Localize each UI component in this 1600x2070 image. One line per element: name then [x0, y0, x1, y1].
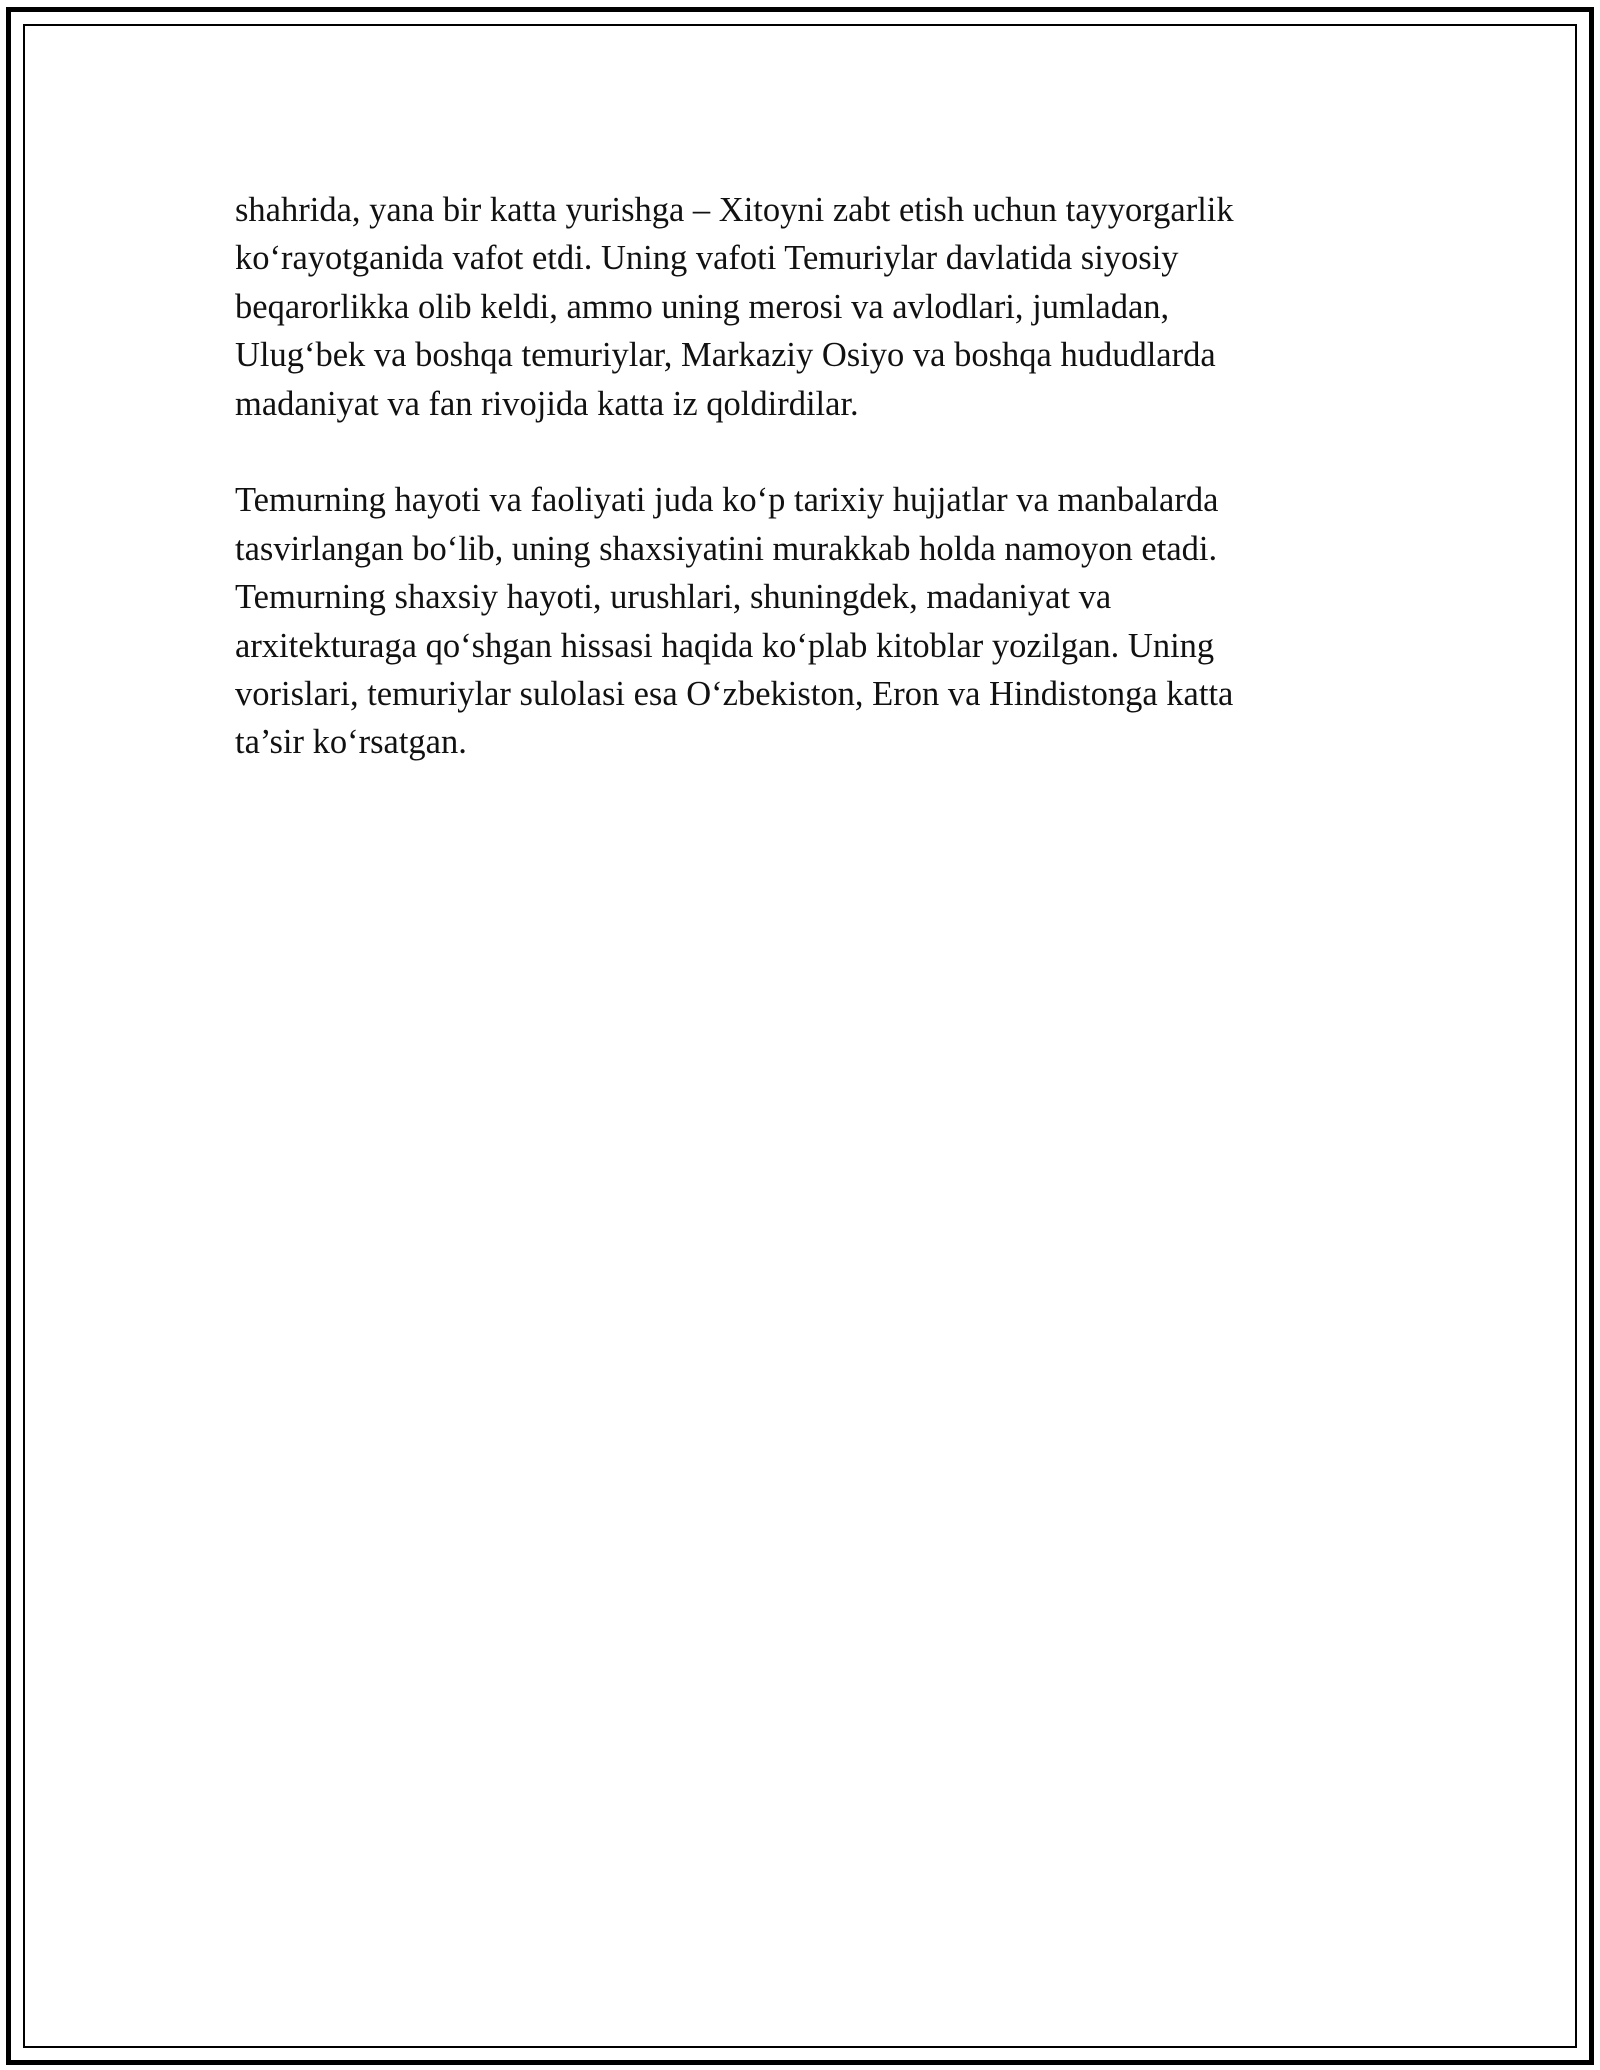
text-line: Ulug‘bek va boshqa temuriylar, Markaziy Osiyo va boshqa hududlarda: [235, 336, 1216, 375]
text-line: arxitekturaga qo‘shgan hissasi haqida ko‘plab kitoblar yozilgan. Uning: [235, 626, 1215, 665]
text-line: Temurning hayoti va faoliyati juda ko‘p tarixiy hujjatlar va manbalarda: [235, 481, 1219, 520]
text-line: shahrida, yana bir katta yurishga – Xitoyni zabt etish uchun tayyorgarlik: [235, 191, 1234, 229]
paragraph-1: [235, 186, 1345, 428]
document-body: [235, 186, 1345, 767]
text-line: tasvirlangan bo‘lib, uning shaxsiyatini murakkab holda namoyon etadi.: [235, 529, 1218, 568]
text-line: vorislari, temuriylar sulolasi esa O‘zbekiston, Eron va Hindistonga katta: [235, 675, 1234, 714]
text-line: beqarorlikka olib keldi, ammo uning merosi va avlodlari, jumladan,: [235, 287, 1170, 326]
paragraph-2: [235, 476, 1345, 766]
text-line: madaniyat va fan rivojida katta iz qoldirdilar.: [235, 384, 859, 423]
text-line: Temurning shaxsiy hayoti, urushlari, shuningdek, madaniyat va: [235, 578, 1112, 617]
text-line: ta’sir ko‘rsatgan.: [235, 723, 467, 762]
text-line: ko‘rayotganida vafot etdi. Uning vafoti Temuriylar davlatida siyosiy: [235, 239, 1179, 278]
